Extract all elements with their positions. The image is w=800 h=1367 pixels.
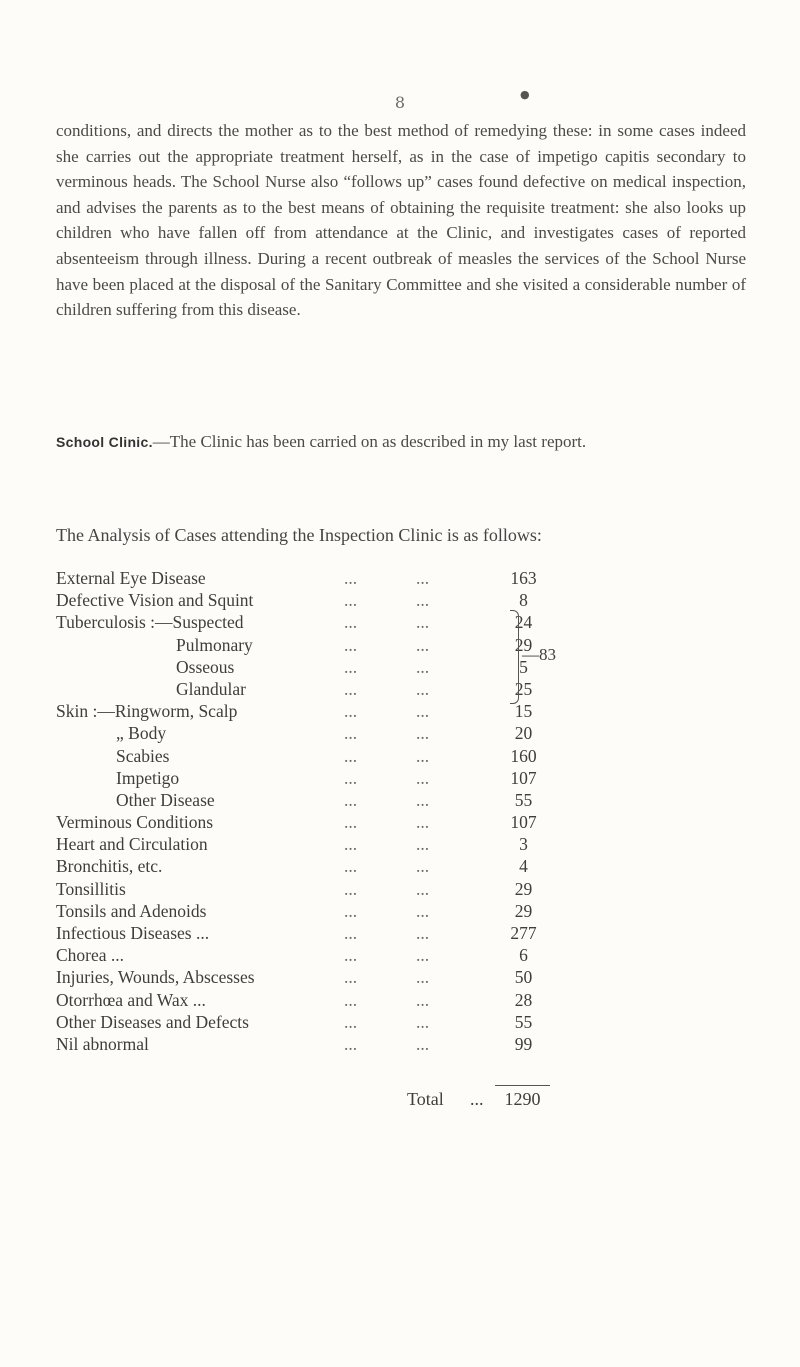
table-row xyxy=(56,768,756,790)
paragraph-school-clinic xyxy=(56,429,746,456)
table-row xyxy=(56,990,756,1012)
leader-dots: ... xyxy=(344,745,358,766)
table-row xyxy=(56,657,756,679)
row-value: 99 xyxy=(514,1033,533,1054)
leader-dots: ... xyxy=(344,612,358,633)
row-label: Tuberculosis :—Suspected xyxy=(56,612,244,633)
table-row xyxy=(56,679,756,701)
leader-dots: ... xyxy=(416,856,430,877)
row-value: 50 xyxy=(514,967,533,988)
leader-dots: ... xyxy=(416,701,430,722)
table-row xyxy=(56,967,756,989)
row-value: 29 xyxy=(514,900,533,921)
leader-dots: ... xyxy=(344,967,358,988)
analysis-table xyxy=(56,568,756,1056)
leader-dots: ... xyxy=(416,590,430,611)
row-value: 29 xyxy=(514,878,533,899)
row-value: 8 xyxy=(519,590,528,611)
row-value: 29 xyxy=(514,634,533,655)
table-row xyxy=(56,701,756,723)
leader-dots: ... xyxy=(416,767,430,788)
row-value: 3 xyxy=(519,834,528,855)
leader-dots: ... xyxy=(344,1011,358,1032)
row-value: 55 xyxy=(514,789,533,810)
tuberculosis-bracket xyxy=(510,610,519,704)
leader-dots: ... xyxy=(416,634,430,655)
leader-dots: ... xyxy=(344,856,358,877)
total-label: Total xyxy=(407,1089,444,1109)
total-rule xyxy=(495,1085,550,1086)
row-label: Glandular xyxy=(176,678,246,699)
leader-dots: ... xyxy=(416,945,430,966)
paragraph-school-nurse: conditions, and directs the mother as to the best method of remedying these: in some cases indeed she carries out the appropriate treatment herself, as in the case of impetigo capitis secondary to verminous heads. The School Nurse also “follows up” cases found defective on medical inspection, and advises the parents as to the best means of obtaining the requisite treatment: she also looks up children who have fallen off from attendance at the Clinic, and investigates cases of reported absenteeism through illness. During a recent outbreak of measles the services of the School Nurse have been placed at the disposal of the Sanitary Committee and she visited a considerable number of children suffering from this disease. xyxy=(56,121,746,320)
table-row xyxy=(56,723,756,745)
leader-dots: ... xyxy=(416,656,430,677)
table-row xyxy=(56,834,756,856)
row-label: Defective Vision and Squint xyxy=(56,590,254,611)
row-label: Nil abnormal xyxy=(56,1033,149,1054)
leader-dots: ... xyxy=(416,900,430,921)
row-label: Tonsillitis xyxy=(56,878,126,899)
row-label: Verminous Conditions xyxy=(56,812,214,833)
row-value: 160 xyxy=(510,745,537,766)
row-label: Pulmonary xyxy=(176,634,253,655)
leader-dots: ... xyxy=(416,878,430,899)
leader-dots: ... xyxy=(416,967,430,988)
leader-dots: ... xyxy=(344,923,358,943)
leader-dots: ... xyxy=(344,701,358,722)
leader-dots: ... xyxy=(344,878,358,899)
table-row xyxy=(56,568,756,590)
row-label: Bronchitis, etc. xyxy=(56,856,163,877)
leader-dots: ... xyxy=(344,568,358,588)
row-value: 277 xyxy=(510,923,537,943)
leader-dots: ... xyxy=(344,723,358,744)
table-row xyxy=(56,1012,756,1034)
row-label: Skin :—Ringworm, Scalp xyxy=(56,701,238,722)
row-value: 107 xyxy=(510,812,537,833)
page-number: 8 xyxy=(394,93,406,112)
leader-dots: ... xyxy=(344,590,358,611)
row-value: 28 xyxy=(514,989,533,1010)
row-value: 25 xyxy=(514,678,533,699)
row-value: 20 xyxy=(514,723,533,744)
row-value: 15 xyxy=(514,701,533,722)
leader-dots: ... xyxy=(416,723,430,744)
table-row xyxy=(56,635,756,657)
leader-dots: ... xyxy=(344,812,358,833)
leader-dots: ... xyxy=(416,923,430,943)
school-clinic-heading: School Clinic. xyxy=(56,434,153,450)
row-label: „ Body xyxy=(116,723,167,744)
leader-dots: ... xyxy=(344,945,358,966)
print-mark: ● xyxy=(520,88,530,101)
table-row xyxy=(56,590,756,612)
row-value: 6 xyxy=(519,945,528,966)
table-row xyxy=(56,746,756,768)
table-row xyxy=(56,1034,756,1056)
row-label: Other Disease xyxy=(116,789,215,810)
leader-dots: ... xyxy=(416,789,430,810)
row-value: 163 xyxy=(510,568,537,588)
leader-dots: ... xyxy=(416,678,430,699)
table-row xyxy=(56,856,756,878)
leader-dots: ... xyxy=(416,1011,430,1032)
row-label: Other Diseases and Defects xyxy=(56,1011,249,1032)
leader-dots: ... xyxy=(416,834,430,855)
leader-dots: ... xyxy=(344,1033,358,1054)
leader-dots: ... xyxy=(344,678,358,699)
leader-dots: ... xyxy=(344,789,358,810)
row-label: Chorea ... xyxy=(56,945,125,966)
leader-dots: ... xyxy=(344,656,358,677)
leader-dots: ... xyxy=(344,634,358,655)
table-row xyxy=(56,923,756,945)
leader-dots: ... xyxy=(344,767,358,788)
table-row xyxy=(56,612,756,634)
row-value: 4 xyxy=(519,856,528,877)
leader-dots: ... xyxy=(416,568,430,588)
row-label: Impetigo xyxy=(116,767,180,788)
leader-dots: ... xyxy=(344,900,358,921)
table-row xyxy=(56,901,756,923)
row-label: Osseous xyxy=(176,656,235,677)
tuberculosis-subtotal: —83 xyxy=(522,645,556,664)
school-clinic-text: —The Clinic has been carried on as described in my last report. xyxy=(152,432,587,451)
total-dots: ... xyxy=(470,1089,484,1109)
row-label: Heart and Circulation xyxy=(56,834,208,855)
leader-dots: ... xyxy=(416,989,430,1010)
leader-dots: ... xyxy=(416,1033,430,1054)
leader-dots: ... xyxy=(344,989,358,1010)
leader-dots: ... xyxy=(416,745,430,766)
leader-dots: ... xyxy=(416,612,430,633)
total-value: 1290 xyxy=(504,1089,541,1109)
row-label: Injuries, Wounds, Abscesses xyxy=(56,967,255,988)
analysis-intro: The Analysis of Cases attending the Inspection Clinic is as follows: xyxy=(56,525,542,545)
table-row xyxy=(56,945,756,967)
leader-dots: ... xyxy=(416,812,430,833)
row-label: External Eye Disease xyxy=(56,568,206,588)
table-row xyxy=(56,812,756,834)
table-row xyxy=(56,790,756,812)
row-value: 55 xyxy=(514,1011,533,1032)
row-label: Infectious Diseases ... xyxy=(56,923,210,943)
row-label: Scabies xyxy=(116,745,170,766)
row-value: 107 xyxy=(510,767,537,788)
leader-dots: ... xyxy=(344,834,358,855)
row-label: Tonsils and Adenoids xyxy=(56,900,207,921)
row-value: 24 xyxy=(514,612,533,633)
table-row xyxy=(56,879,756,901)
row-label: Otorrhœa and Wax ... xyxy=(56,989,206,1010)
row-value: 5 xyxy=(519,656,528,677)
